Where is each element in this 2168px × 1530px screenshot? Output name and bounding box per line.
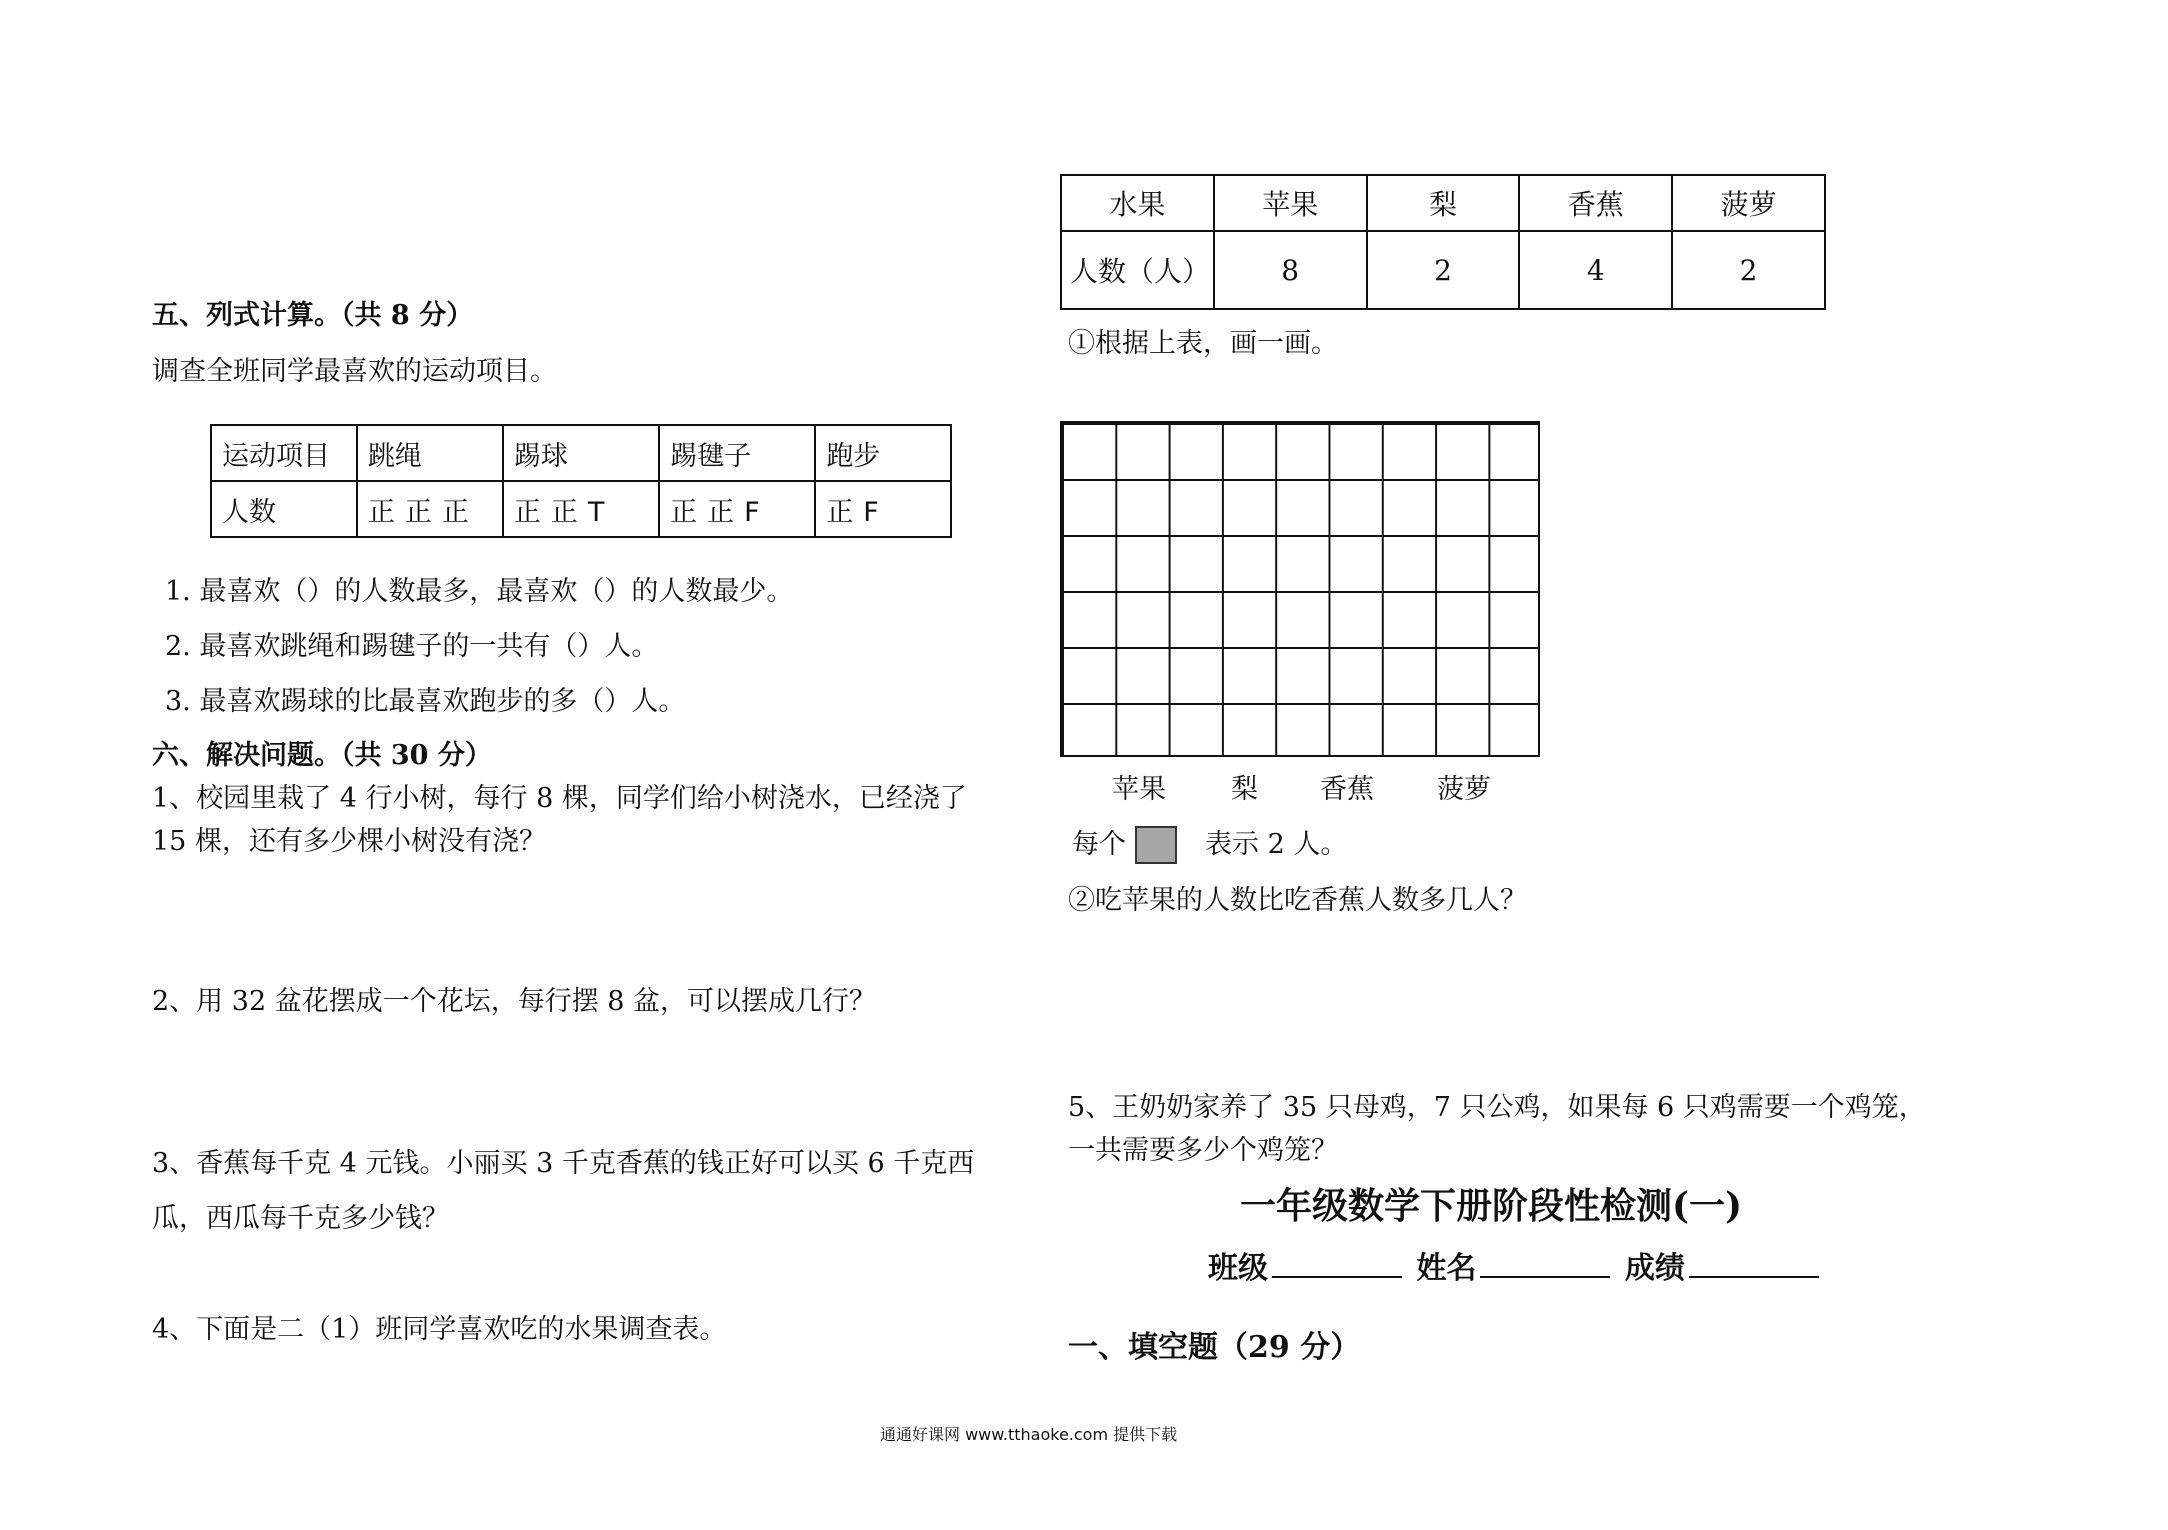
legend-suffix: 表示 2 人。 xyxy=(1205,829,1348,860)
tally-cell: 正正T xyxy=(503,481,659,537)
q5-item-1: 1. 最喜欢（）的人数最多，最喜欢（）的人数最少。 xyxy=(165,576,794,607)
question-2: ②吃苹果的人数比吃香蕉人数多几人？ xyxy=(1068,885,1527,916)
q5-item-3: 3. 最喜欢踢球的比最喜欢跑步的多（）人。 xyxy=(165,686,686,717)
q5-item-2: 2. 最喜欢跳绳和踢毽子的一共有（）人。 xyxy=(165,631,659,662)
chart-label-apple: 苹果 xyxy=(1112,774,1166,805)
table-cell: 香蕉 xyxy=(1519,175,1672,231)
table-cell: 踢球 xyxy=(503,425,659,481)
chart-label-pineapple: 菠萝 xyxy=(1437,774,1491,805)
name-blank[interactable] xyxy=(1480,1248,1610,1278)
drawing-grid[interactable] xyxy=(1060,421,1540,757)
table-row xyxy=(211,481,951,537)
table-cell: 踢毽子 xyxy=(659,425,815,481)
table-cell: 运动项目 xyxy=(211,425,357,481)
tally-cell: 正F xyxy=(815,481,951,537)
fruit-survey-table xyxy=(1060,174,1826,310)
table-cell: 菠萝 xyxy=(1672,175,1825,231)
table-cell: 2 xyxy=(1367,231,1520,309)
problem-4: 4、下面是二（1）班同学喜欢吃的水果调查表。 xyxy=(152,1314,727,1345)
table-cell: 4 xyxy=(1519,231,1672,309)
class-blank[interactable] xyxy=(1272,1248,1402,1278)
problem-5-line-1: 5、王奶奶家养了 35 只母鸡，7 只公鸡，如果每 6 只鸡需要一个鸡笼， xyxy=(1068,1092,1926,1123)
problem-2: 2、用 32 盆花摆成一个花坛，每行摆 8 盆，可以摆成几行？ xyxy=(152,986,877,1017)
table-cell: 2 xyxy=(1672,231,1825,309)
problem-5-line-2: 一共需要多少个鸡笼？ xyxy=(1068,1135,1338,1166)
table-cell: 人数 xyxy=(211,481,357,537)
tally-cell: 正正正 xyxy=(357,481,503,537)
problem-3-line-1: 3、香蕉每千克 4 元钱。小丽买 3 千克香蕉的钱正好可以买 6 千克西 xyxy=(152,1148,975,1179)
exam-title: 一年级数学下册阶段性检测(一) xyxy=(1240,1185,1743,1227)
table-cell: 人数（人） xyxy=(1061,231,1214,309)
table-row xyxy=(211,425,951,481)
chart-label-pear: 梨 xyxy=(1231,774,1258,805)
table-cell: 跳绳 xyxy=(357,425,503,481)
table-cell: 8 xyxy=(1214,231,1367,309)
table-cell: 梨 xyxy=(1367,175,1520,231)
table-cell: 水果 xyxy=(1061,175,1214,231)
tally-cell: 正正F xyxy=(659,481,815,537)
table-cell: 苹果 xyxy=(1214,175,1367,231)
section5-heading: 五、列式计算。（共 8 分） xyxy=(152,300,474,331)
student-info-row xyxy=(1208,1248,1823,1287)
draw-instruction: ①根据上表，画一画。 xyxy=(1068,328,1338,359)
legend-square xyxy=(1135,826,1177,864)
legend-prefix: 每个 xyxy=(1072,829,1126,860)
class-label: 班级 xyxy=(1208,1251,1268,1286)
table-row xyxy=(1061,231,1825,309)
survey-intro: 调查全班同学最喜欢的运动项目。 xyxy=(152,356,557,387)
score-label: 成绩 xyxy=(1624,1251,1685,1286)
problem-1-line-1: 1、校园里栽了 4 行小树，每行 8 棵，同学们给小树浇水，已经浇了 xyxy=(152,783,967,814)
section6-heading: 六、解决问题。（共 30 分） xyxy=(152,740,492,771)
footer-credit: 通通好课网 www.tthaoke.com 提供下载 xyxy=(880,1425,1178,1444)
name-label: 姓名 xyxy=(1416,1251,1477,1286)
table-cell: 跑步 xyxy=(815,425,951,481)
problem-3-line-2: 瓜，西瓜每千克多少钱？ xyxy=(152,1203,449,1234)
section1-heading: 一、填空题（29 分） xyxy=(1068,1330,1361,1365)
score-blank[interactable] xyxy=(1689,1248,1819,1278)
table-row xyxy=(1061,175,1825,231)
problem-1-line-2: 15 棵，还有多少棵小树没有浇？ xyxy=(152,826,546,857)
chart-label-banana: 香蕉 xyxy=(1320,774,1374,805)
sport-survey-table xyxy=(210,424,952,538)
